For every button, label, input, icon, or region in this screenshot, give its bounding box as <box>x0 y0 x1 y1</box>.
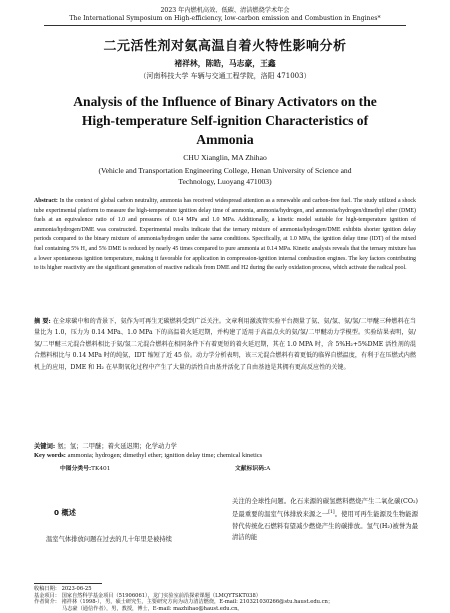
document-code-value: A <box>266 466 271 472</box>
english-title: Analysis of the Influence of Binary Activators on the High-temperature Self-ignition Characteristics of Ammonia <box>73 94 377 147</box>
footnote-fund: 基金项目： 国家自然科学基金项目（51906061），龙门实验室前沿探索课题（LMQYTSKT038） <box>34 592 261 599</box>
keywords-text-cn: 氨；氢；二甲醚；着火延迟期；化学动力学 <box>57 443 177 450</box>
header-line-en: The International Symposium on High-efficiency, low-carbon emission and Combustion in Engines* <box>69 15 381 22</box>
keywords-chinese <box>34 441 416 450</box>
chinese-affiliation: （河南科技大学 车辆与交通工程学院，洛阳 471003） <box>139 72 311 80</box>
header-line-cn: 2023 年内燃机高效、低碳、清洁燃烧学术年会 <box>160 7 290 14</box>
document-code <box>235 463 270 472</box>
classification-number <box>60 463 110 472</box>
footnote-received: 收稿日期： 2023-06-25 <box>34 586 92 592</box>
citation-ref[interactable]: [1] <box>328 510 335 516</box>
keywords-label-en: Key words: <box>34 452 66 459</box>
chinese-authors: 褚祥林，陈皓，马志豪，王鑫 <box>174 59 276 68</box>
footnote-author2: 马志豪（通信作者），男，教授，博士，E-mail: mazhihao@haust.edu.cn。 <box>62 605 243 612</box>
chinese-abstract <box>34 316 416 373</box>
section-heading: 0 概述 <box>54 508 76 517</box>
abstract-text-en: In the context of global carbon neutrality, ammonia has received widespread attention as a renewable and carbon-free fuel. The study utilized a shock tube experimental platform to measure the high-temperature ignition delay time of ammonia, ammonia/hydrogen, and ammonia/hydrogen/dimethyl ether (DME) fuels at an equivalence ratio of 1.0 and pressures of 0.14 MPa and 1.0 MPa. Additionally, a kinetic model suitable for high-temperature ignition of ammonia/hydrogen/DME was constructed. Experimental results indicate that the ternary mixture of ammonia/hydrogen/DME exhibits shorter ignition delay periods compared to the binary mixture of ammonia/hydrogen under the same conditions. Specifically, at 1.0 MPa, the ignition delay time (IDT) of the mixed fuel containing 5% H₂ and 5% DME is reduced by nearly 45 times compared to pure ammonia at 0.14 MPa. Kinetic analysis reveals that the ternary mixture has a lower spontaneous ignition temperature, making it favorable for application in compression-ignition internal combustion engines. The key factors contributing to its higher reactivity are the significant generation of reactive radicals from DME and H2 during the early oxidation process, which activate the radical pool. <box>34 198 416 272</box>
intro-paragraph-right: 关注的全球性问题。化石来源的碳氢燃料燃烧产生二氧化碳(CO₂)是最重要的温室气体排放来源之一 <box>232 498 418 519</box>
body-left-column <box>34 508 214 543</box>
intro-paragraph-left: 温室气体排放问题在过去的几十年里是被持续 <box>46 536 172 543</box>
keywords-english <box>34 452 416 459</box>
classification-label: 中图分类号: <box>60 466 92 472</box>
keywords-label-cn: 关键词: <box>34 443 56 450</box>
body-right-column <box>232 496 418 543</box>
english-abstract <box>34 197 416 274</box>
intro-paragraph-right-cont: 。使用可再生能源及生物能源替代传统化石燃料有望减少燃烧产生的碳排放。氢气(H₂)被誉为最清洁的能 <box>232 511 419 541</box>
document-code-label: 文献标识码: <box>235 466 267 472</box>
running-header <box>0 0 450 23</box>
english-authors: CHU Xianglin, MA Zhihao <box>183 153 267 162</box>
abstract-label-cn: 摘 要: <box>34 318 51 325</box>
footnote-author1: 作者简介： 褚祥林（1998-），男，硕士研究生，主要研究方向为动力清洁燃烧，E-mail: 210321030266@stu.haust.edu.cn； <box>34 599 334 606</box>
english-affiliation: (Vehicle and Transportation Engineering College, Henan University of Science and Technology, Luoyang 471003) <box>98 166 352 186</box>
header-rule <box>44 25 406 26</box>
footnote-rule <box>34 583 102 584</box>
abstract-text-cn: 在全球碳中和的背景下，氨作为可再生无碳燃料受到广泛关注。文章利用激波管实验平台测量了氨、氨/氢、氨/氢/二甲醚三种燃料在当量比为 1.0，压力为 0.14 MPa、1.0 MPa 下的高温着火延迟期，并构建了适用于高温点火的氨/氢/二甲醚动力学模型。实验结果表明，氨/氢/二甲醚三元混合燃料相比于氨/氢二元混合燃料在相同条件下有着更短的着火延迟期，其在 1.0 MPA 时，含 5%H₂+5%DME 活性剂的混合燃料相比与 0.14 MPa 时的纯氨，IDT 缩短了近 45 倍。动力学分析表明，该三元混合燃料有着更低的临界自燃温度，有利于在压燃式内燃机上的应用，DME 和 H₂ 在早期氧化过程中产生了大量的活性自由基并活化了自由基池是其拥有更高反应性的关键。 <box>34 318 416 371</box>
chinese-title: 二元活性剂对氨高温自着火特性影响分析 <box>103 39 347 54</box>
classification-value: TK401 <box>91 466 111 472</box>
keywords-text-en: ammonia; hydrogen; dimethyl ether; ignition delay time; chemical kinetics <box>67 452 263 459</box>
footnotes <box>34 586 430 612</box>
abstract-label-en: Abstract: <box>34 198 58 204</box>
